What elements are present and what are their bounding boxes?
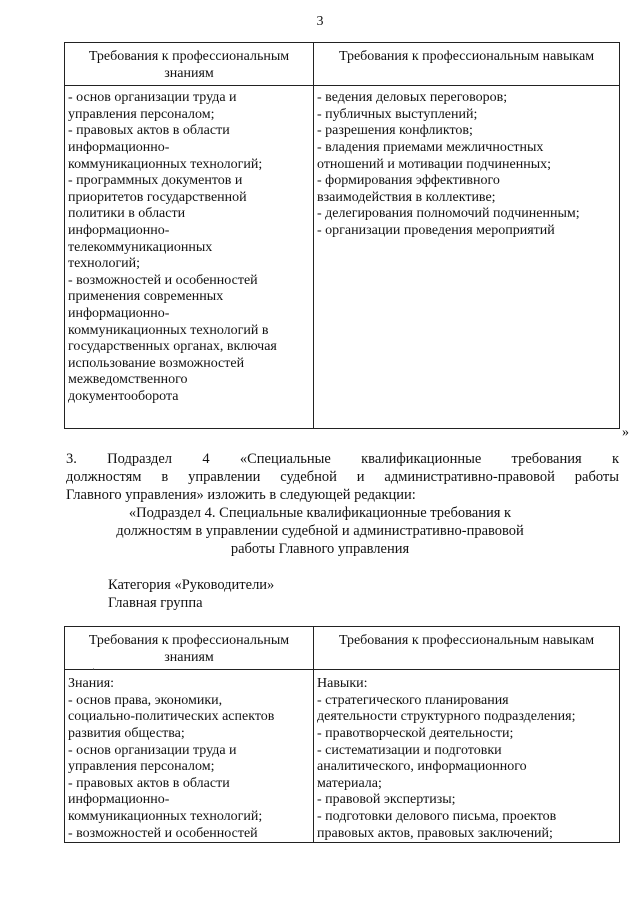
knowledge-cell — [65, 86, 314, 429]
table-header-row — [65, 627, 620, 670]
subsection-title-line: «Подраздел 4. Специальные квалификационные требования к — [128, 505, 512, 521]
cell-line: управления персоналом; — [68, 759, 215, 775]
cell-line: - правовых актов в области — [68, 775, 230, 791]
closing-quote: » — [622, 425, 629, 440]
header-skills — [314, 627, 620, 670]
cell-line: - возможностей и особенностей — [68, 272, 258, 288]
skills-cell — [314, 670, 620, 843]
cell-line: информационно- — [68, 139, 170, 155]
cell-line: - подготовки делового письма, проектов — [317, 808, 557, 824]
cell-line: - правовой экспертизы; — [317, 792, 456, 808]
subsection-title-line: должностям в управлении судебной и административно-правовой — [116, 523, 524, 539]
cell-line: информационно- — [68, 222, 170, 238]
paragraph-line: 3. Подраздел 4 «Специальные квалификационные требования к — [66, 451, 619, 467]
cell-line: - публичных выступлений; — [317, 106, 478, 122]
page-number: 3 — [316, 14, 324, 29]
header-knowledge — [65, 43, 314, 86]
cell-line: - основ организации труда и — [68, 90, 237, 106]
paragraph-line: должностям в управлении судебной и административно-правовой работы — [66, 469, 619, 485]
cell-line: аналитического, информационного — [317, 759, 527, 775]
table-header-row — [65, 43, 620, 86]
cell-line: коммуникационных технологий; — [68, 808, 263, 824]
cell-line: коммуникационных технологий; — [68, 156, 263, 172]
cell-line: развития общества; — [68, 725, 185, 741]
paragraph-3 — [66, 450, 619, 504]
group-label: Главная группа — [108, 595, 203, 611]
cell-line: - формирования эффективного — [317, 173, 500, 189]
cell-line: управления персоналом; — [68, 106, 215, 122]
cell-line: деятельности структурного подразделения; — [317, 709, 576, 725]
cell-line: государственных органах, включая — [68, 339, 277, 355]
cell-line: - разрешения конфликтов; — [317, 123, 473, 139]
table-row — [65, 86, 620, 429]
cell-line: приоритетов государственной — [68, 189, 247, 205]
cell-line: - стратегического планирования — [317, 692, 509, 708]
paragraph-line: Главного управления» изложить в следующей редакции: — [66, 487, 416, 503]
cell-line: материала; — [317, 775, 382, 791]
cell-line: отношений и мотивации подчиненных; — [317, 156, 552, 172]
cell-line: правовых актов, правовых заключений; — [317, 825, 553, 841]
skills-cell — [314, 86, 620, 429]
cell-line: - делегирования полномочий подчиненным; — [317, 206, 580, 222]
cell-line: Знания: — [68, 676, 115, 692]
header-text: знаниям — [164, 65, 214, 81]
cell-line: информационно- — [68, 792, 170, 808]
cell-line: информационно- — [68, 305, 170, 321]
cell-line: - основ организации труда и — [68, 742, 237, 758]
header-text: Требования к профессиональным — [88, 633, 290, 648]
cell-line: - правовых актов в области — [68, 123, 230, 139]
cell-line: политики в области — [68, 206, 186, 222]
header-text: Требования к профессиональным навыкам — [338, 633, 595, 648]
header-text: Требования к профессиональным навыкам — [338, 49, 595, 64]
cell-line: - возможностей и особенностей — [68, 825, 258, 841]
cell-line: использование возможностей — [68, 355, 245, 371]
cell-line: - основ права, экономики, — [68, 692, 223, 708]
cell-line: взаимодействия в коллективе; — [317, 189, 496, 205]
knowledge-cell — [65, 670, 314, 843]
cell-line: Навыки: — [317, 676, 368, 692]
cell-line: телекоммуникационных — [68, 239, 213, 255]
cell-line: - программных документов и — [68, 173, 243, 189]
subsection-title-line: работы Главного управления — [230, 541, 410, 557]
cell-line: - ведения деловых переговоров; — [317, 90, 508, 106]
category-label: Категория «Руководители» — [108, 577, 275, 593]
cell-line: - владения приемами межличностных — [317, 139, 544, 155]
cell-line: - организации проведения мероприятий — [317, 222, 555, 238]
scan-speck: · — [92, 664, 95, 674]
header-text: знаниям — [164, 649, 214, 665]
header-skills — [314, 43, 620, 86]
requirements-table-1 — [64, 42, 620, 429]
cell-line: социально-политических аспектов — [68, 709, 275, 725]
header-text: Требования к профессиональным — [88, 49, 290, 64]
cell-line: - систематизации и подготовки — [317, 742, 502, 758]
requirements-table-2 — [64, 626, 620, 843]
table-row — [65, 670, 620, 843]
cell-line: межведомственного — [68, 372, 188, 388]
cell-line: применения современных — [68, 289, 224, 305]
cell-line: - правотворческой деятельности; — [317, 725, 514, 741]
cell-line: документооборота — [68, 388, 179, 404]
cell-line: технологий; — [68, 256, 141, 272]
cell-line: коммуникационных технологий в — [68, 322, 269, 338]
subsection-title — [0, 504, 640, 558]
header-knowledge — [65, 627, 314, 670]
